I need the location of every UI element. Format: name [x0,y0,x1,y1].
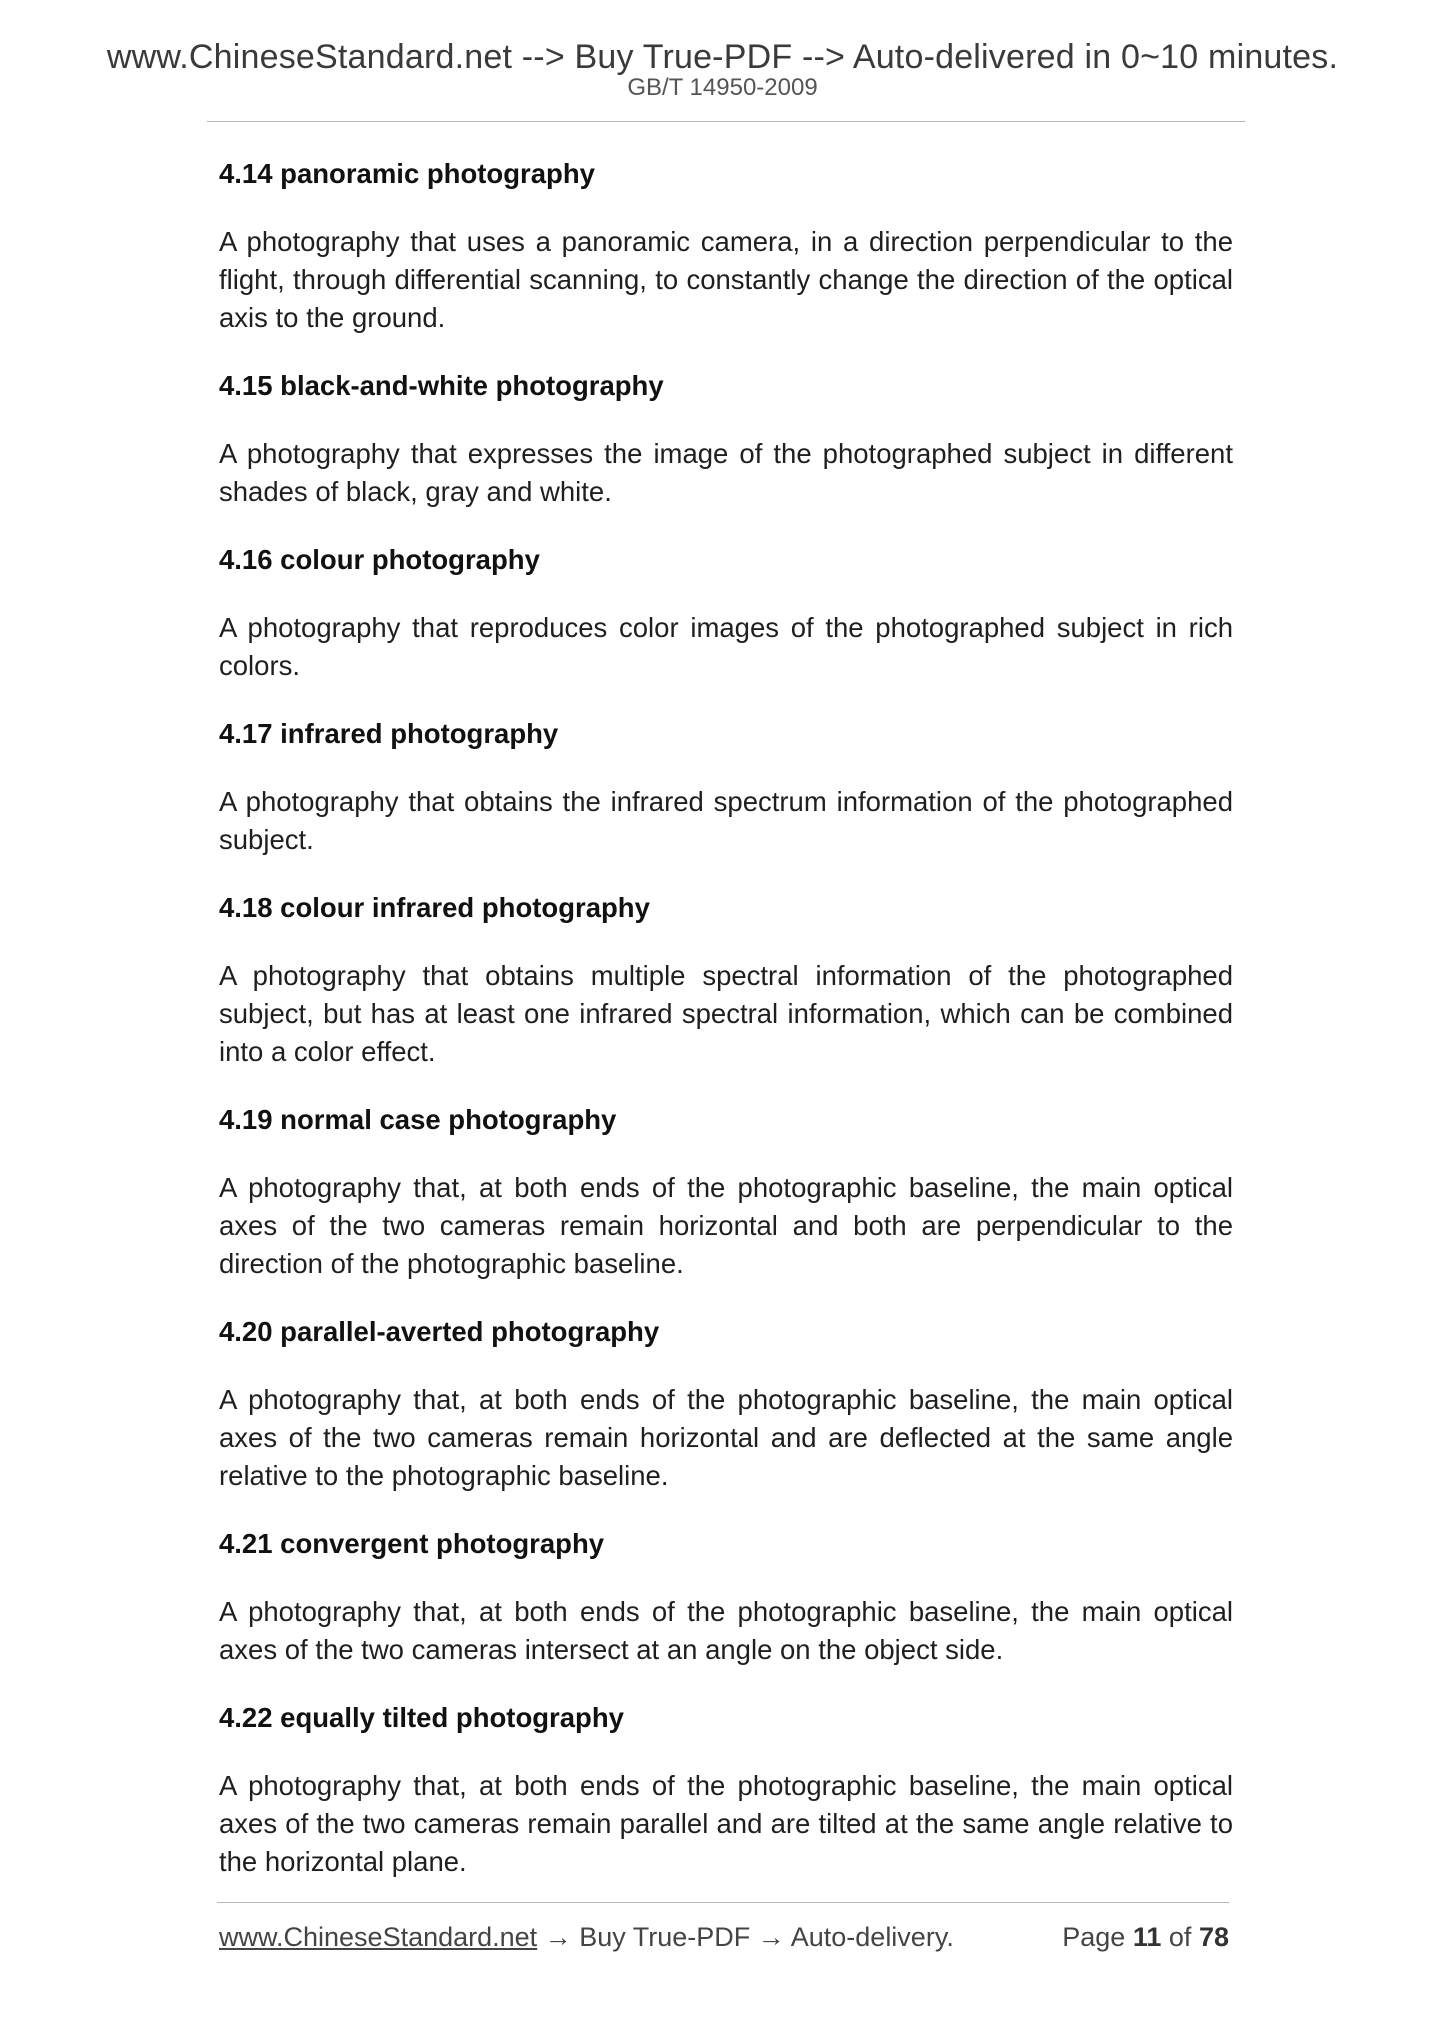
term-heading: 4.14 panoramic photography [219,158,595,189]
term-heading: 4.15 black-and-white photography [219,370,664,401]
page-footer [219,1922,1229,1953]
term-definition: A photography that, at both ends of the photographic baseline, the main optical axes of the two cameras remain parallel and are tilted at the same angle relative to the horizontal plane. [219,1770,1233,1877]
page-indicator [1062,1922,1229,1953]
term-definition: A photography that obtains the infrared spectrum information of the photographed subject. [219,786,1233,855]
term-heading: 4.22 equally tilted photography [219,1702,624,1733]
term-definition: A photography that obtains multiple spectral information of the photographed subject, but has at least one infrared spectral information, which can be combined into a color effect. [219,960,1233,1067]
term-heading: 4.16 colour photography [219,544,540,575]
page-word: Page [1062,1922,1126,1952]
term-definition: A photography that reproduces color images of the photographed subject in rich colors. [219,612,1233,681]
of-word: of [1168,1922,1192,1952]
footer-divider [217,1902,1229,1903]
term-heading: 4.20 parallel-averted photography [219,1316,660,1347]
term-definition: A photography that, at both ends of the photographic baseline, the main optical axes of the two cameras remain horizontal and both are perpendicular to the direction of the photographic baseline. [219,1172,1233,1279]
header-divider [207,121,1245,122]
footer-site-link[interactable]: www.ChineseStandard.net [219,1922,538,1952]
standard-code: GB/T 14950-2009 [627,74,818,101]
footer-delivery-text: → Buy True-PDF → Auto-delivery. [537,1922,954,1952]
term-heading: 4.17 infrared photography [219,718,559,749]
term-definition: A photography that expresses the image of the photographed subject in different shades of black, gray and white. [219,438,1233,507]
term-definition: A photography that uses a panoramic camera, in a direction perpendicular to the flight, through differential scanning, to constantly change the direction of the optical axis to the ground. [219,226,1233,333]
document-body [219,155,1233,1911]
term-heading: 4.21 convergent photography [219,1528,605,1559]
term-heading: 4.18 colour infrared photography [219,892,650,923]
total-pages-number: 78 [1198,1922,1229,1952]
top-banner: www.ChineseStandard.net --> Buy True-PDF --> Auto-delivered in 0~10 minutes. [106,38,1339,76]
term-definition: A photography that, at both ends of the photographic baseline, the main optical axes of the two cameras remain horizontal and are deflected at the same angle relative to the photographic baseline. [219,1384,1233,1491]
current-page-number: 11 [1132,1922,1162,1952]
term-definition: A photography that, at both ends of the photographic baseline, the main optical axes of the two cameras intersect at an angle on the object side. [219,1596,1233,1665]
term-heading: 4.19 normal case photography [219,1104,617,1135]
